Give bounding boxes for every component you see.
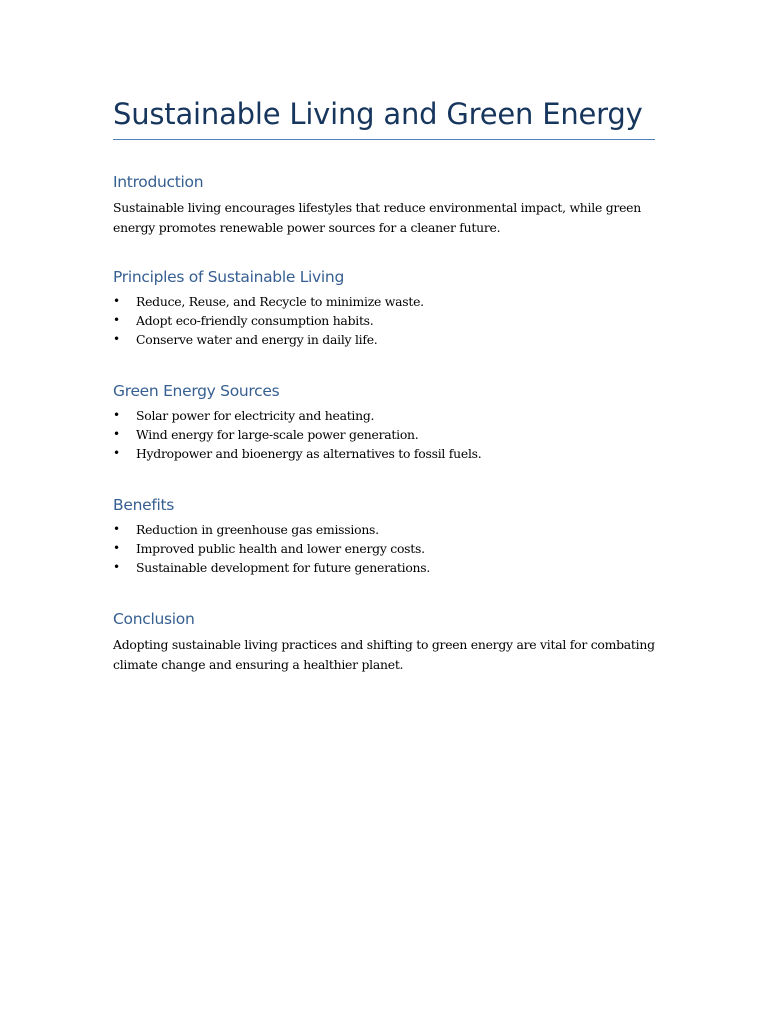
- list-item-text: Reduction in greenhouse gas emissions.: [136, 522, 379, 537]
- list-item: [113, 292, 655, 311]
- sources-list: [113, 406, 655, 464]
- list-item-text: Conserve water and energy in daily life.: [136, 332, 378, 348]
- title-underline: [113, 139, 655, 140]
- conclusion-heading: Conclusion: [113, 610, 195, 628]
- list-item-text: Improved public health and lower energy costs.: [136, 541, 425, 557]
- principles-heading: Principles of Sustainable Living: [113, 268, 344, 286]
- section-conclusion: [113, 608, 655, 674]
- principles-list: [113, 292, 655, 350]
- list-item: [113, 520, 655, 539]
- list-item: [113, 558, 655, 577]
- section-benefits: [113, 494, 655, 578]
- sources-heading: Green Energy Sources: [113, 382, 280, 400]
- bullet-icon: •: [113, 408, 120, 422]
- bullet-icon: •: [113, 541, 120, 556]
- bullet-icon: •: [113, 560, 120, 575]
- list-item: [113, 539, 655, 558]
- list-item: [113, 406, 655, 425]
- list-item: [113, 311, 655, 330]
- benefits-heading: Benefits: [113, 496, 175, 514]
- benefits-list: [113, 520, 655, 578]
- list-item-text: Wind energy for large-scale power generation.: [136, 427, 419, 443]
- list-item-text: Reduce, Reuse, and Recycle to minimize waste.: [136, 294, 424, 309]
- bullet-icon: •: [113, 522, 120, 536]
- list-item: [113, 330, 655, 349]
- list-item-text: Hydropower and bioenergy as alternatives to fossil fuels.: [136, 446, 482, 462]
- document-title: Sustainable Living and Green Energy: [113, 97, 643, 131]
- list-item: [113, 425, 655, 444]
- bullet-icon: •: [113, 427, 120, 442]
- list-item-text: Solar power for electricity and heating.: [136, 408, 375, 423]
- bullet-icon: •: [113, 332, 120, 347]
- list-item-text: Adopt eco-friendly consumption habits.: [136, 313, 374, 329]
- section-introduction: [113, 171, 655, 237]
- introduction-heading: Introduction: [113, 173, 204, 191]
- section-green-energy-sources: [113, 380, 655, 464]
- list-item-text: Sustainable development for future generations.: [136, 560, 431, 576]
- bullet-icon: •: [113, 446, 120, 461]
- list-item: [113, 444, 655, 463]
- introduction-paragraph: Sustainable living encourages lifestyles that reduce environmental impact, while green energy promotes renewable power sources for a cleaner future.: [113, 200, 641, 235]
- bullet-icon: •: [113, 294, 120, 308]
- conclusion-paragraph: Adopting sustainable living practices and shifting to green energy are vital for combating climate change and ensuring a healthier planet.: [113, 637, 655, 672]
- section-principles: [113, 266, 655, 350]
- bullet-icon: •: [113, 313, 120, 328]
